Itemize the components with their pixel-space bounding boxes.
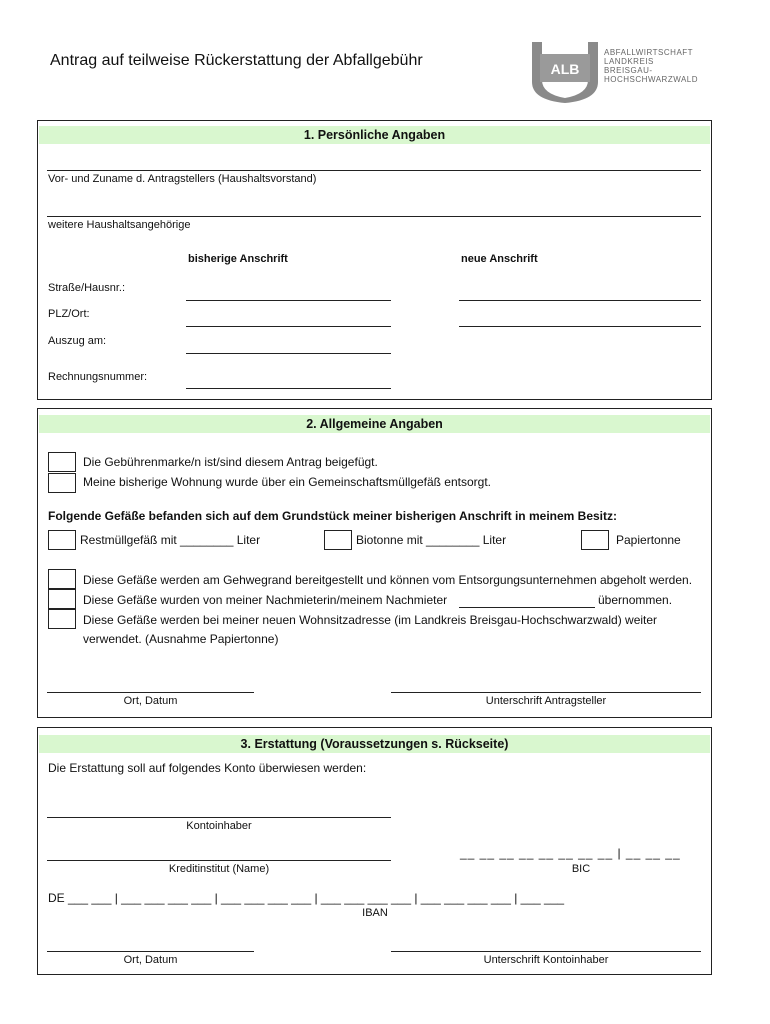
alb-mark: ALB [550, 61, 580, 77]
checkbox-fee-tag[interactable] [48, 452, 76, 472]
refund-place-date-field[interactable] [47, 951, 254, 952]
iban-field[interactable]: DE ___ ___ | ___ ___ ___ ___ | ___ ___ ___ ___ | ___ ___ ___ ___ | ___ ___ ___ ___ | ___ ___ [48, 891, 565, 905]
bank-name-label: Kreditinstitut (Name) [168, 863, 270, 875]
plz-label: PLZ/Ort: [48, 308, 90, 320]
section-refund-heading: 3. Erstattung (Voraussetzungen s. Rückseite) [39, 735, 710, 753]
refund-place-date-label: Ort, Datum [123, 954, 178, 966]
shared-bin-label: Meine bisherige Wohnung wurde über ein Gemeinschaftsmüllgefäß entsorgt. [83, 475, 491, 489]
invoice-field[interactable] [186, 388, 391, 389]
new-street-field[interactable] [459, 300, 701, 301]
moveout-field[interactable] [186, 353, 391, 354]
page-title: Antrag auf teilweise Rückerstattung der Abfallgebühr [50, 52, 423, 69]
household-field[interactable] [47, 216, 701, 217]
containers-heading: Folgende Gefäße befanden sich auf dem Grundstück meiner bisherigen Anschrift in meinem Besitz: [48, 509, 617, 523]
checkbox-bio-bin[interactable] [324, 530, 352, 550]
logo-text: ABFALLWIRTSCHAFT LANDKREIS BREISGAU- HOCHSCHWARZWALD [604, 48, 699, 84]
curbside-label: Diese Gefäße werden am Gehwegrand bereitgestellt und können vom Entsorgungsunternehmen abgeholt werden. [83, 573, 693, 587]
fee-tag-label: Die Gebührenmarke/n ist/sind diesem Antrag beigefügt. [83, 455, 378, 469]
place-date-label: Ort, Datum [123, 695, 178, 707]
applicant-signature-field[interactable] [391, 692, 701, 693]
old-plz-field[interactable] [186, 326, 391, 327]
moveout-label: Auszug am: [48, 335, 107, 347]
bio-bin-label: Biotonne mit ________ Liter [356, 533, 507, 547]
new-address-label: Diese Gefäße werden bei meiner neuen Wohnsitzadresse (im Landkreis Breisgau-Hochschwarzwald) weiter [83, 613, 658, 627]
section-personal-heading: 1. Persönliche Angaben [39, 126, 710, 144]
name-field[interactable] [47, 170, 701, 171]
bic-field[interactable]: __ __ __ __ __ __ __ __ | __ __ __ [460, 846, 681, 860]
old-address-heading: bisherige Anschrift [188, 253, 288, 265]
place-date-field[interactable] [47, 692, 254, 693]
iban-label: IBAN [362, 907, 388, 919]
new-address-label-cont: verwendet. (Ausnahme Papiertonne) [83, 632, 279, 646]
applicant-signature-label: Unterschrift Antragsteller [485, 695, 607, 707]
paper-bin-label: Papiertonne [616, 533, 681, 547]
bank-name-field[interactable] [47, 860, 391, 861]
successor-label: Diese Gefäße wurden von meiner Nachmieterin/meinem Nachmieter [83, 593, 448, 607]
account-holder-signature-field[interactable] [391, 951, 701, 952]
checkbox-curbside[interactable] [48, 569, 76, 589]
account-holder-signature-label: Unterschrift Kontoinhaber [483, 954, 609, 966]
old-street-field[interactable] [186, 300, 391, 301]
section-personal [37, 120, 712, 400]
successor-name-field[interactable] [459, 607, 595, 608]
street-label: Straße/Hausnr.: [48, 282, 126, 294]
section-general-heading: 2. Allgemeine Angaben [39, 415, 710, 433]
invoice-label: Rechnungsnummer: [48, 371, 148, 383]
household-label: weitere Haushaltsangehörige [48, 219, 191, 231]
checkbox-paper-bin[interactable] [581, 530, 609, 550]
account-holder-label: Kontoinhaber [186, 820, 252, 832]
account-holder-field[interactable] [47, 817, 391, 818]
successor-label-end: übernommen. [598, 593, 673, 607]
bic-label: BIC [571, 863, 591, 875]
refund-intro: Die Erstattung soll auf folgendes Konto überwiesen werden: [48, 761, 367, 775]
name-label: Vor- und Zuname d. Antragstellers (Haushaltsvorstand) [48, 173, 317, 185]
new-address-heading: neue Anschrift [461, 253, 538, 265]
checkbox-shared-bin[interactable] [48, 473, 76, 493]
checkbox-new-address[interactable] [48, 609, 76, 629]
residual-bin-label: Restmüllgefäß mit ________ Liter [80, 533, 261, 547]
checkbox-residual-bin[interactable] [48, 530, 76, 550]
alb-shield-icon [530, 40, 600, 104]
new-plz-field[interactable] [459, 326, 701, 327]
checkbox-successor[interactable] [48, 589, 76, 609]
